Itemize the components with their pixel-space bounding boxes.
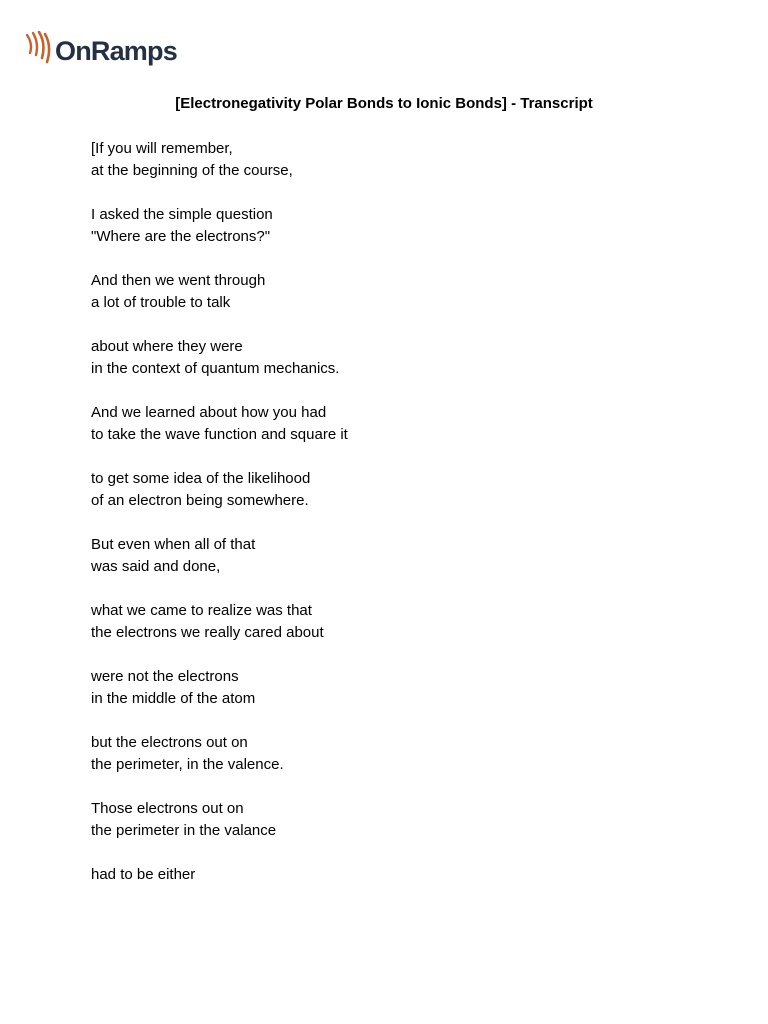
onramps-logo-icon (24, 31, 52, 65)
transcript-line: the perimeter, in the valence. (91, 756, 284, 773)
transcript-line: the electrons we really cared about (91, 624, 324, 641)
transcript-line: a lot of trouble to talk (91, 294, 231, 311)
transcript-line: of an electron being somewhere. (91, 492, 309, 509)
transcript-line: at the beginning of the course, (91, 162, 293, 179)
transcript-stanza (91, 402, 711, 446)
brand-name: OnRamps (55, 35, 177, 66)
transcript-line: had to be either (91, 866, 196, 883)
document-title: [Electronegativity Polar Bonds to Ionic Bonds] - Transcript (175, 95, 593, 112)
transcript-stanza (91, 270, 711, 314)
transcript-line: I asked the simple question (91, 206, 273, 223)
transcript-line: And then we went through (91, 272, 266, 289)
transcript-stanza (91, 732, 711, 776)
transcript-line: in the context of quantum mechanics. (91, 360, 340, 377)
brand-logo (24, 28, 177, 68)
transcript-line: was said and done, (91, 558, 221, 575)
transcript-line: were not the electrons (91, 668, 239, 685)
transcript-stanza (91, 468, 711, 512)
transcript-stanza (91, 864, 711, 886)
transcript-stanza (91, 138, 711, 182)
transcript-line: but the electrons out on (91, 734, 248, 751)
transcript-stanza (91, 666, 711, 710)
transcript-stanza (91, 336, 711, 380)
transcript-stanza (91, 204, 711, 248)
transcript-line: Those electrons out on (91, 800, 244, 817)
transcript-stanza (91, 600, 711, 644)
transcript-line: the perimeter in the valance (91, 822, 277, 839)
transcript-stanza (91, 534, 711, 578)
transcript-line: But even when all of that (91, 536, 256, 553)
transcript-body (91, 138, 711, 908)
transcript-line: to get some idea of the likelihood (91, 470, 311, 487)
transcript-line: about where they were (91, 338, 243, 355)
transcript-line: to take the wave function and square it (91, 426, 348, 443)
transcript-line: in the middle of the atom (91, 690, 256, 707)
transcript-stanza (91, 798, 711, 842)
transcript-line: "Where are the electrons?" (91, 228, 271, 245)
transcript-line: what we came to realize was that (91, 602, 312, 619)
transcript-line: And we learned about how you had (91, 404, 327, 421)
transcript-line: [If you will remember, (91, 140, 233, 157)
